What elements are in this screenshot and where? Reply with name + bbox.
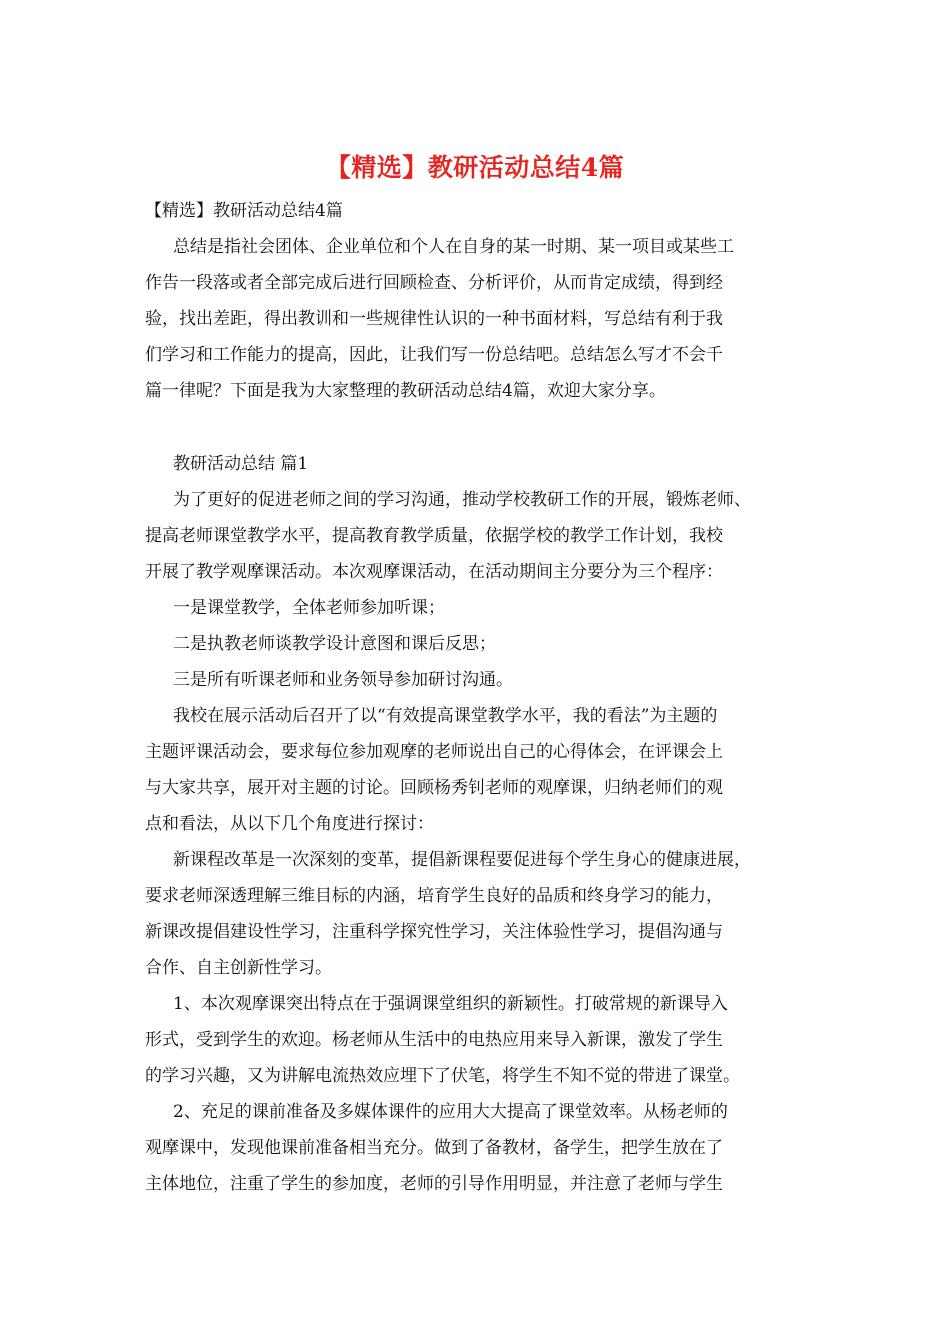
document-subtitle: 【精选】教研活动总结4篇: [145, 201, 343, 221]
text-line: 开展了教学观摩课活动。本次观摩课活动，在活动期间主分要分为三个程序：: [145, 562, 723, 582]
text-line: 形式，受到学生的欢迎。杨老师从生活中的电热应用来导入新课，激发了学生: [145, 1030, 723, 1050]
text-line: 们学习和工作能力的提高，因此，让我们写一份总结吧。总结怎么写才不会千: [145, 345, 723, 365]
text-line: 我校在展示活动后召开了以“有效提高课堂教学水平，我的看法”为主题的: [173, 706, 718, 726]
document-title: 【精选】教研活动总结4篇: [325, 153, 625, 182]
text-line: 一是课堂教学，全体老师参加听课；: [173, 598, 445, 618]
text-line: 合作、自主创新性学习。: [145, 958, 332, 978]
text-line: 2、充足的课前准备及多媒体课件的应用大大提高了课堂效率。从杨老师的: [173, 1102, 728, 1122]
text-line: 二是执教老师谈教学设计意图和课后反思；: [173, 634, 496, 654]
text-line: 观摩课中，发现他课前准备相当充分。做到了备教材，备学生，把学生放在了: [145, 1138, 723, 1158]
text-line: 提高老师课堂教学水平，提高教育教学质量，依据学校的教学工作计划，我校: [145, 526, 723, 546]
text-line: 总结是指社会团体、企业单位和个人在自身的某一时期、某一项目或某些工: [173, 237, 734, 257]
text-line: 为了更好的促进老师之间的学习沟通，推动学校教研工作的开展，锻炼老师、: [173, 490, 751, 510]
text-line: 主题评课活动会，要求每位参加观摩的老师说出自己的心得体会，在评课会上: [145, 742, 723, 762]
text-line: 三是所有听课老师和业务领导参加研讨沟通。: [173, 670, 513, 690]
text-line: 要求老师深透理解三维目标的内涵，培育学生良好的品质和终身学习的能力，: [145, 886, 723, 906]
section-heading: 教研活动总结 篇1: [173, 454, 309, 474]
text-line: 1、本次观摩课突出特点在于强调课堂组织的新颖性。打破常规的新课导入: [173, 994, 728, 1014]
text-line: 篇一律呢？下面是我为大家整理的教研活动总结4篇，欢迎大家分享。: [145, 381, 666, 401]
text-line: 的学习兴趣，又为讲解电流热效应埋下了伏笔，将学生不知不觉的带进了课堂。: [145, 1066, 740, 1086]
text-line: 验，找出差距，得出教训和一些规律性认识的一种书面材料，写总结有利于我: [145, 309, 723, 329]
text-line: 与大家共享，展开对主题的讨论。回顾杨秀钊老师的观摩课，归纳老师们的观: [145, 778, 723, 798]
text-line: 新课程改革是一次深刻的变革，提倡新课程要促进每个学生身心的健康进展，: [173, 850, 751, 870]
text-line: 作告一段落或者全部完成后进行回顾检查、分析评价，从而肯定成绩，得到经: [145, 273, 723, 293]
text-line: 新课改提倡建设性学习，注重科学探究性学习，关注体验性学习，提倡沟通与: [145, 922, 723, 942]
text-line: 点和看法，从以下几个角度进行探讨：: [145, 814, 434, 834]
text-line: 主体地位，注重了学生的参加度，老师的引导作用明显，并注意了老师与学生: [145, 1174, 723, 1194]
